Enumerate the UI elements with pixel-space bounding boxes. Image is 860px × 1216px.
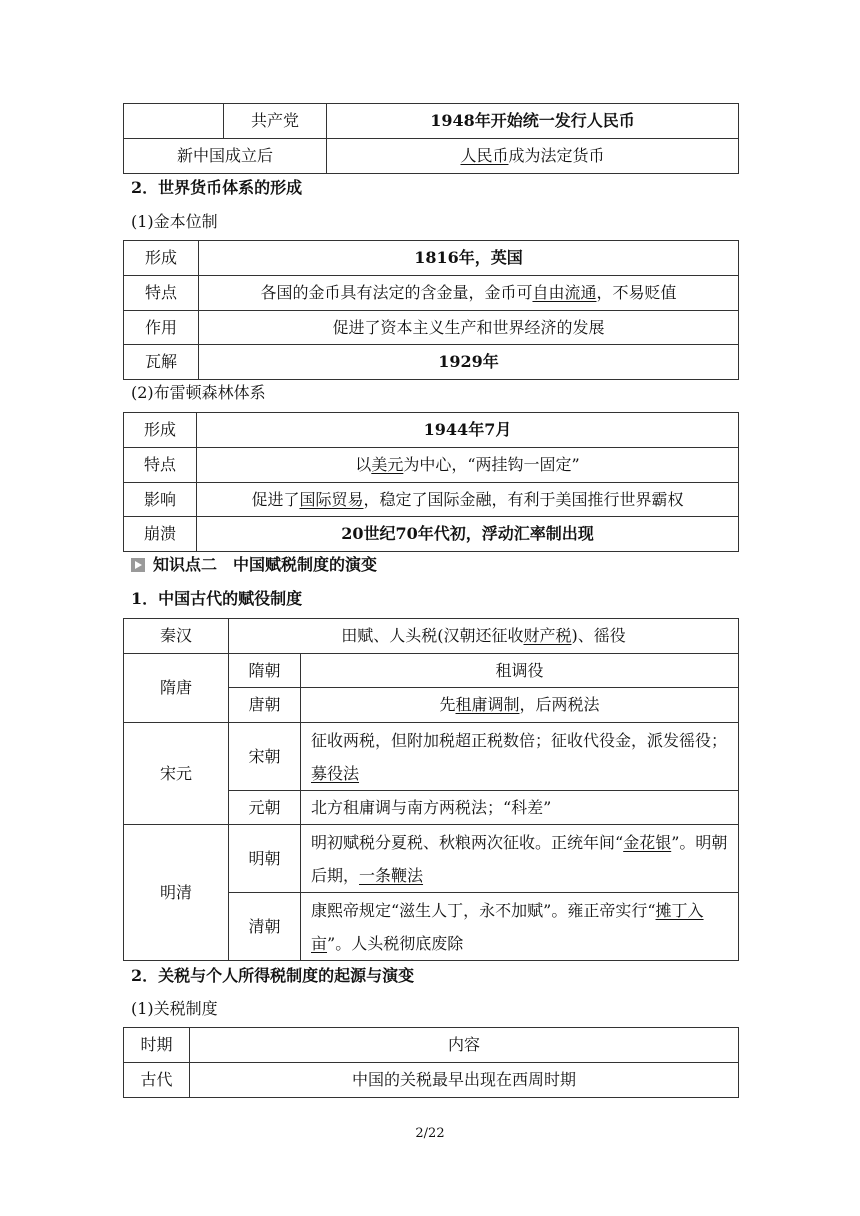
- row-label: 特点: [124, 448, 197, 483]
- subsection-heading: (1)金本位制: [131, 212, 218, 231]
- row-value: [301, 688, 739, 723]
- cell-text: ”。人头税彻底废除: [327, 933, 464, 953]
- row-value: 北方租庸调与南方两税法；“科差”: [301, 791, 739, 825]
- cell-text: 各国的金币具有法定的含金量，金币可: [260, 283, 533, 302]
- table-row: [124, 241, 739, 276]
- table-row: [124, 139, 739, 174]
- row-value: 租调役: [301, 654, 739, 688]
- bretton-woods-table: [123, 412, 739, 552]
- knowledge-point-heading: [131, 555, 377, 575]
- table-row: [124, 825, 739, 893]
- cell-text: ”。明朝后期，: [311, 832, 728, 885]
- row-label: 古代: [124, 1063, 190, 1098]
- table-cell: [327, 139, 739, 174]
- row-value: [229, 619, 739, 654]
- row-value: [197, 483, 739, 517]
- cell-text: 明初赋税分夏税、秋粮两次征收。正统年间“: [311, 832, 624, 852]
- underlined-term: 募役法: [311, 763, 360, 783]
- table-row: [124, 448, 739, 483]
- table-row: [124, 723, 739, 791]
- sub-dynasty-cell: 唐朝: [229, 688, 301, 723]
- underlined-term: 租庸调制: [455, 695, 520, 714]
- dynasty-cell: 隋唐: [124, 654, 229, 723]
- section-heading: 1．中国古代的赋役制度: [131, 589, 303, 608]
- column-header: 内容: [190, 1028, 739, 1063]
- row-label: 影响: [124, 483, 197, 517]
- underlined-term: 金花银: [623, 832, 672, 852]
- table-row: [124, 276, 739, 311]
- subsection-heading: (1)关税制度: [131, 999, 218, 1018]
- cell-text: )、徭役: [571, 626, 626, 645]
- underlined-term: 国际贸易: [299, 489, 364, 509]
- cell-text: ，稳定了国际金融，有利于美国推行世界霸权: [363, 489, 684, 509]
- row-label: 崩溃: [124, 517, 197, 552]
- gold-standard-table: [123, 240, 739, 380]
- sub-dynasty-cell: 明朝: [229, 825, 301, 893]
- underlined-term: 财产税: [523, 626, 572, 645]
- row-value: 中国的关税最早出现在西周时期: [190, 1063, 739, 1098]
- cell-text: 以: [355, 455, 372, 474]
- table-row: [124, 1028, 739, 1063]
- table-row: [124, 413, 739, 448]
- table-row: [124, 311, 739, 345]
- tariff-table: [123, 1027, 739, 1098]
- cell-text: 成为法定货币: [508, 146, 605, 165]
- underlined-term: 摊丁入亩: [311, 900, 704, 953]
- underlined-term: 自由流通: [532, 283, 597, 302]
- underlined-term: 美元: [371, 455, 404, 474]
- row-value: 1944年7月: [197, 413, 739, 448]
- row-label: 作用: [124, 311, 199, 345]
- row-value: [301, 825, 739, 893]
- row-value: [197, 448, 739, 483]
- row-value: 促进了资本主义生产和世界经济的发展: [199, 311, 739, 345]
- row-value: 1929年: [199, 345, 739, 380]
- row-label: 形成: [124, 241, 199, 276]
- row-label: 形成: [124, 413, 197, 448]
- table-cell: 共产党: [224, 104, 327, 139]
- table-cell: 新中国成立后: [124, 139, 327, 174]
- dynasty-cell: 明清: [124, 825, 229, 961]
- row-value: 20世纪70年代初，浮动汇率制出现: [197, 517, 739, 552]
- row-label: 瓦解: [124, 345, 199, 380]
- currency-table: [123, 103, 739, 174]
- play-triangle-icon: [131, 558, 145, 572]
- sub-dynasty-cell: 清朝: [229, 893, 301, 961]
- table-row: [124, 483, 739, 517]
- table-row: [124, 104, 739, 139]
- underlined-term: 一条鞭法: [359, 865, 424, 885]
- table-row: [124, 345, 739, 380]
- page-number: 2/22: [415, 1126, 445, 1141]
- row-value: [301, 893, 739, 961]
- cell-text: 征收两税，但附加税超正税数倍；征收代役金，派发徭役；: [311, 730, 728, 750]
- sub-dynasty-cell: 元朝: [229, 791, 301, 825]
- table-cell: 1948年开始统一发行人民币: [327, 104, 739, 139]
- table-cell: [124, 104, 224, 139]
- underlined-term: 人民币: [460, 146, 509, 165]
- section-heading: 2．世界货币体系的形成: [131, 178, 303, 197]
- row-value: [199, 276, 739, 311]
- table-row: [124, 517, 739, 552]
- dynasty-cell: 秦汉: [124, 619, 229, 654]
- cell-text: ，后两税法: [519, 695, 600, 714]
- cell-text: 为中心，“两挂钩一固定”: [403, 455, 580, 474]
- subsection-heading: (2)布雷顿森林体系: [131, 383, 266, 402]
- sub-dynasty-cell: 宋朝: [229, 723, 301, 791]
- table-row: [124, 619, 739, 654]
- column-header: 时期: [124, 1028, 190, 1063]
- cell-text: 先: [439, 695, 456, 714]
- table-row: [124, 654, 739, 688]
- row-label: 特点: [124, 276, 199, 311]
- row-value: [301, 723, 739, 791]
- cell-text: 田赋、人头税(汉朝还征收: [341, 626, 524, 645]
- dynasty-cell: 宋元: [124, 723, 229, 825]
- section-heading: 2．关税与个人所得税制度的起源与演变: [131, 966, 415, 985]
- sub-dynasty-cell: 隋朝: [229, 654, 301, 688]
- row-value: 1816年，英国: [199, 241, 739, 276]
- cell-text: 促进了: [251, 489, 300, 509]
- table-row: [124, 1063, 739, 1098]
- cell-text: ，不易贬值: [596, 283, 677, 302]
- cell-text: 康熙帝规定“滋生人丁，永不加赋”。雍正帝实行“: [311, 900, 656, 920]
- ancient-tax-table: [123, 618, 739, 961]
- knowledge-point-title: 知识点二 中国赋税制度的演变: [153, 555, 378, 574]
